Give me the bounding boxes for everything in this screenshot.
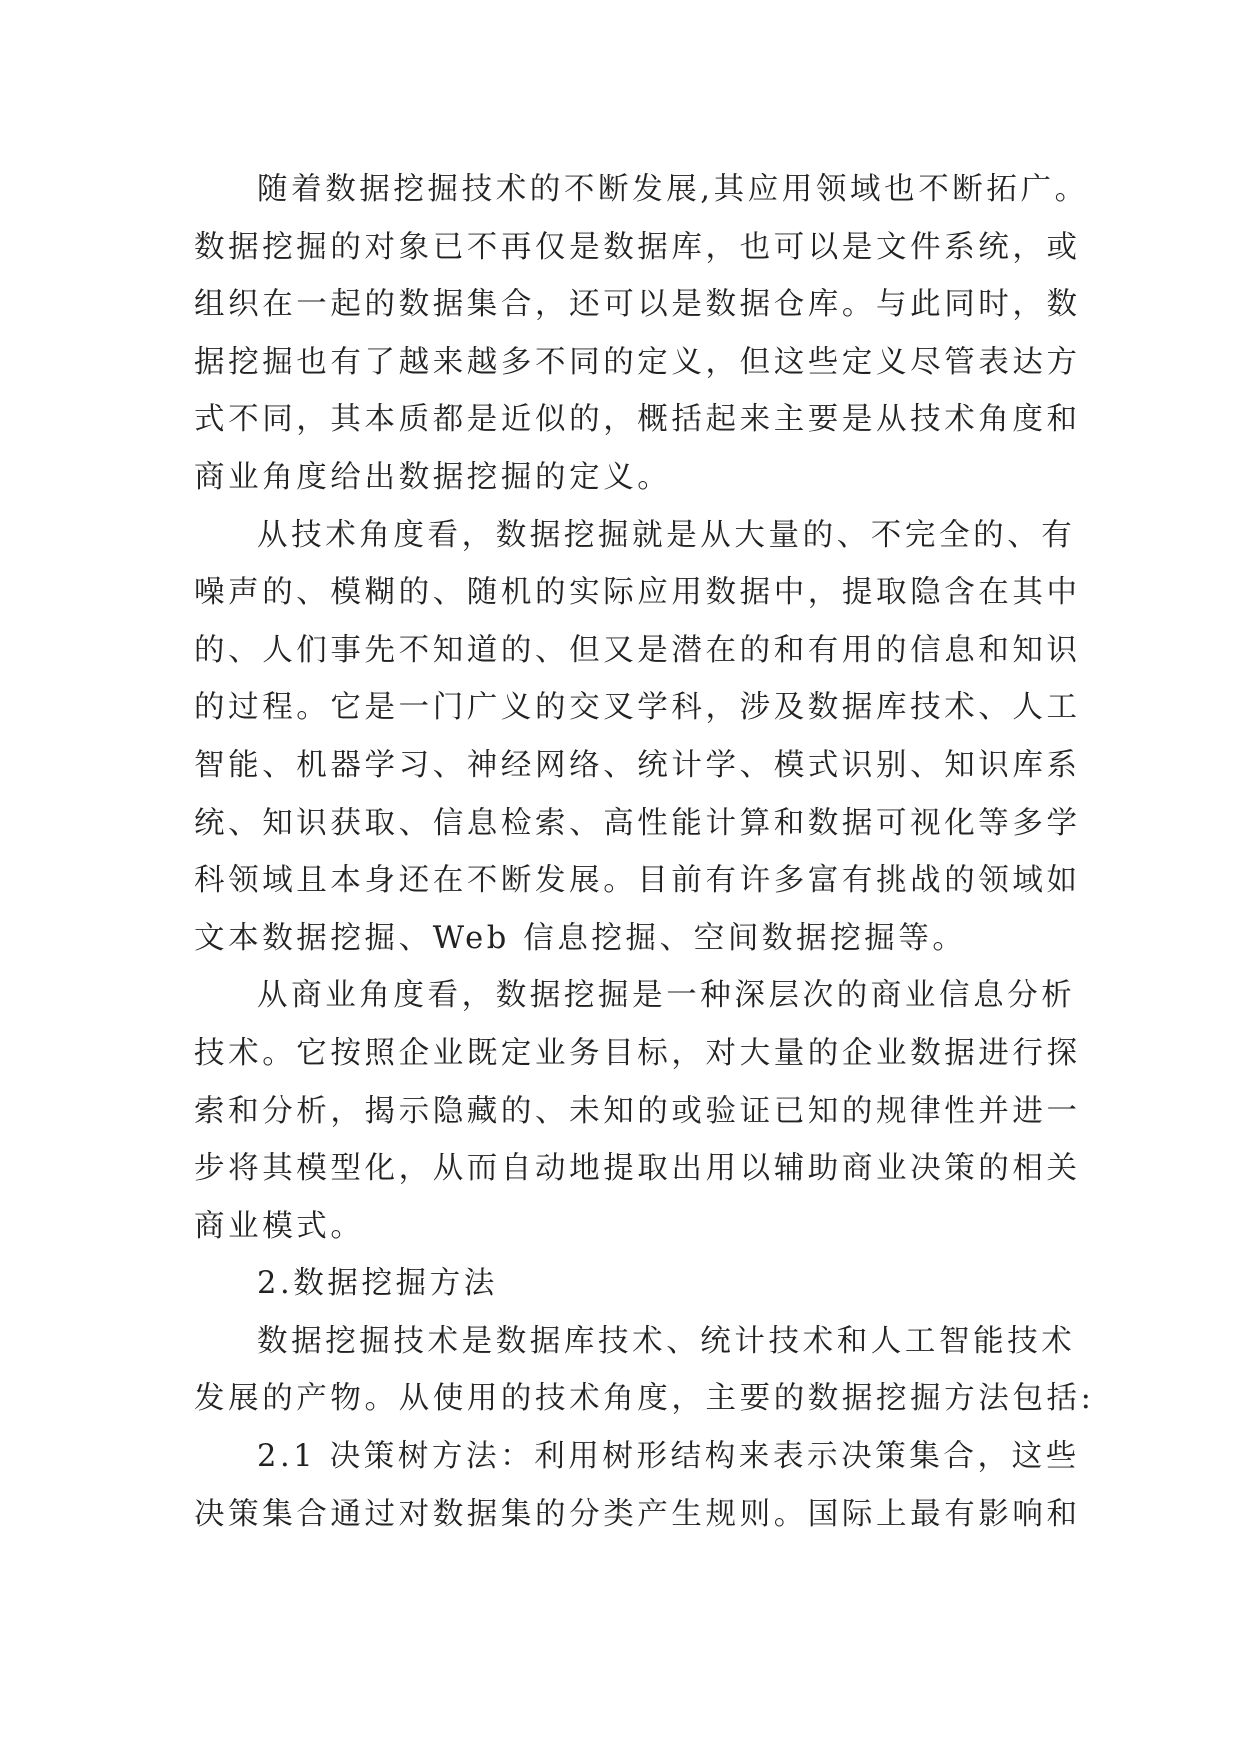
paragraph-2 (194, 507, 1081, 968)
text-line: 噪声的、模糊的、随机的实际应用数据中，提取隐含在其中 (194, 575, 1081, 611)
text-line: 决策集合通过对数据集的分类产生规则。国际上最有影响和 (194, 1496, 1081, 1532)
text-line: 技术。它按照企业既定业务目标，对大量的企业数据进行探 (194, 1035, 1081, 1071)
paragraph-4 (194, 1313, 1095, 1428)
text-line: 从技术角度看，数据挖掘就是从大量的、不完全的、有 (257, 517, 1076, 553)
text-line: 智能、机器学习、神经网络、统计学、模式识别、知识库系 (194, 747, 1081, 783)
text-line: 发展的产物。从使用的技术角度，主要的数据挖掘方法包括: (194, 1381, 1095, 1417)
text-line: 商业角度给出数据挖掘的定义。 (194, 459, 672, 495)
text-line: 商业模式。 (194, 1208, 365, 1244)
section-heading (194, 1255, 1064, 1313)
text-line: 随着数据挖掘技术的不断发展,其应用领域也不断拓广。 (257, 172, 1089, 207)
heading-text: 2.数据挖掘方法 (257, 1266, 498, 1302)
text-line: 的过程。它是一门广义的交叉学科，涉及数据库技术、人工 (194, 690, 1081, 726)
text-line: 文本数据挖掘、Web 信息挖掘、空间数据挖掘等。 (194, 920, 967, 956)
text-line: 数据挖掘的对象已不再仅是数据库，也可以是文件系统，或 (194, 229, 1081, 265)
text-line: 科领域且本身还在不断发展。目前有许多富有挑战的领域如 (194, 863, 1081, 899)
text-line: 索和分析，揭示隐藏的、未知的或验证已知的规律性并进一 (194, 1093, 1081, 1129)
text-line: 步将其模型化，从而自动地提取出用以辅助商业决策的相关 (194, 1151, 1081, 1187)
paragraph-1 (194, 161, 1089, 507)
text-line: 组织在一起的数据集合，还可以是数据仓库。与此同时，数 (194, 287, 1081, 323)
text-line: 从商业角度看，数据挖掘是一种深层次的商业信息分析 (257, 978, 1076, 1014)
paragraph-3 (194, 967, 1081, 1255)
text-line: 统、知识获取、信息检索、高性能计算和数据可视化等多学 (194, 805, 1081, 841)
text-line: 数据挖掘技术是数据库技术、统计技术和人工智能技术 (257, 1323, 1076, 1359)
document-body (194, 161, 1095, 1543)
text-line: 式不同，其本质都是近似的，概括起来主要是从技术角度和 (194, 402, 1081, 438)
text-line: 2.1 决策树方法：利用树形结构来表示决策集合，这些 (257, 1439, 1080, 1475)
text-line: 的、人们事先不知道的、但又是潜在的和有用的信息和知识 (194, 632, 1081, 668)
paragraph-5 (194, 1428, 1081, 1543)
text-line: 据挖掘也有了越来越多不同的定义，但这些定义尽管表达方 (194, 344, 1081, 380)
